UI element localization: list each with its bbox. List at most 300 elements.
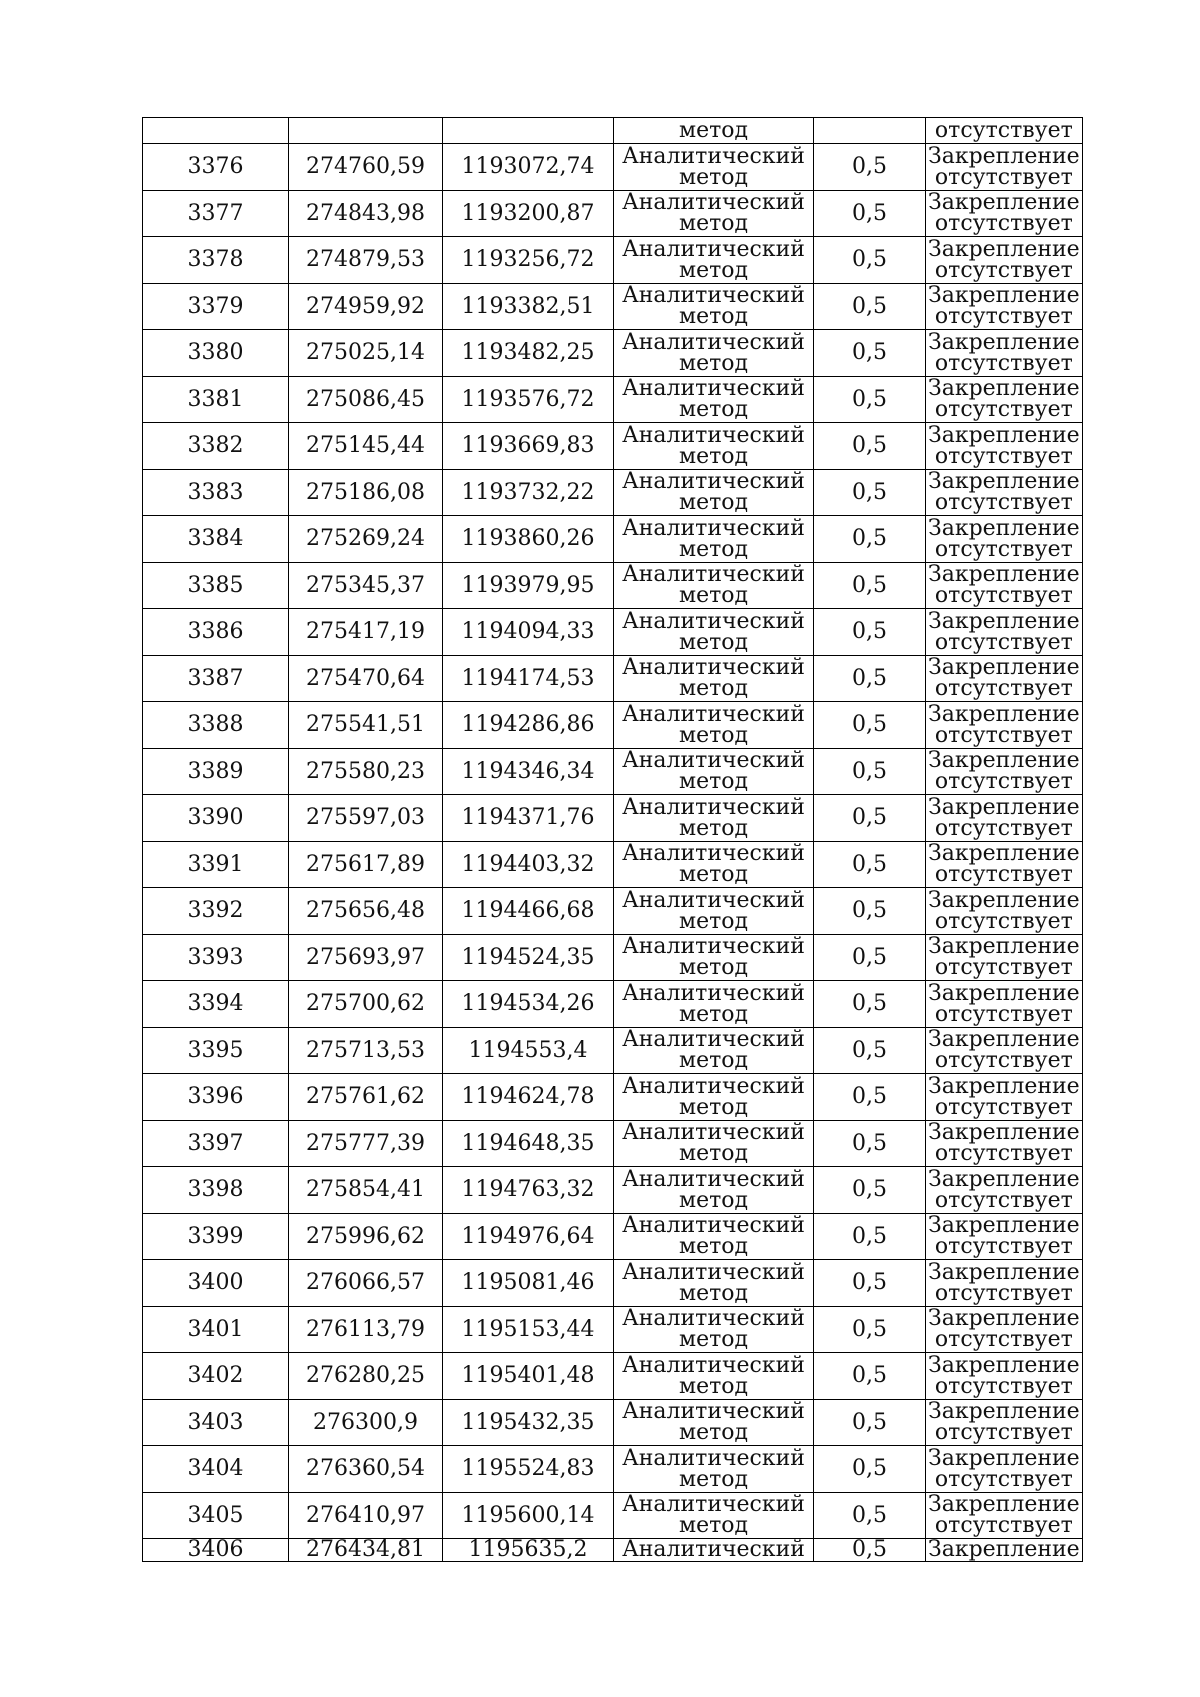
x-coordinate-cell: 275693,97 xyxy=(289,934,443,981)
y-coordinate-cell: 1193382,51 xyxy=(443,283,614,330)
fixing-cell xyxy=(926,1399,1083,1446)
method-cell: метод xyxy=(614,118,814,144)
fixing-cell-line: Закрепление xyxy=(928,1259,1080,1285)
method-cell-line: метод xyxy=(678,583,749,609)
y-coordinate-cell: 1193669,83 xyxy=(443,423,614,470)
method-cell-line: Аналитический xyxy=(622,562,805,588)
point-number-cell: 3382 xyxy=(143,423,289,470)
x-coordinate-cell: 274959,92 xyxy=(289,283,443,330)
fixing-cell-line: Закрепление xyxy=(928,748,1080,774)
fixing-cell xyxy=(926,190,1083,237)
point-number-cell: 3391 xyxy=(143,841,289,888)
method-cell-line: метод xyxy=(678,1094,749,1120)
fixing-cell xyxy=(926,934,1083,981)
x-coordinate-cell: 275345,37 xyxy=(289,562,443,609)
fixing-cell xyxy=(926,1213,1083,1260)
method-cell xyxy=(614,1074,814,1121)
accuracy-cell: 0,5 xyxy=(814,1353,926,1400)
method-cell-line: метод xyxy=(678,862,749,888)
fixing-cell xyxy=(926,376,1083,423)
x-coordinate-cell: 276300,9 xyxy=(289,1399,443,1446)
table-row xyxy=(143,1399,1083,1446)
x-coordinate-cell: 275777,39 xyxy=(289,1120,443,1167)
method-cell-line: Аналитический xyxy=(622,329,805,355)
method-cell-line: метод xyxy=(678,536,749,562)
point-number-cell: 3389 xyxy=(143,748,289,795)
method-cell-line: Аналитический xyxy=(622,1166,805,1192)
point-number-cell: 3403 xyxy=(143,1399,289,1446)
fixing-cell xyxy=(926,237,1083,284)
fixing-cell-line: Закрепление xyxy=(928,1166,1080,1192)
fixing-cell-line: Закрепление xyxy=(928,190,1080,216)
fixing-cell-line: отсутствует xyxy=(934,490,1073,516)
point-number-cell: 3387 xyxy=(143,655,289,702)
accuracy-cell: 0,5 xyxy=(814,1167,926,1214)
method-cell-line: Аналитический xyxy=(622,1120,805,1146)
fixing-cell-line: Закрепление xyxy=(928,701,1080,727)
table-row xyxy=(143,237,1083,284)
fixing-cell-line: отсутствует xyxy=(934,1373,1073,1399)
fixing-cell xyxy=(926,655,1083,702)
point-number-cell: 3383 xyxy=(143,469,289,516)
fixing-cell-line: Закрепление xyxy=(928,980,1080,1006)
method-cell-line: метод xyxy=(678,955,749,981)
x-coordinate-cell xyxy=(289,118,443,144)
fixing-cell-line: отсутствует xyxy=(934,164,1073,190)
method-cell xyxy=(614,144,814,191)
fixing-cell xyxy=(926,516,1083,563)
accuracy-cell: 0,5 xyxy=(814,1539,926,1562)
x-coordinate-cell: 274843,98 xyxy=(289,190,443,237)
x-coordinate-cell: 276410,97 xyxy=(289,1492,443,1539)
method-cell-line: Аналитический xyxy=(622,1492,805,1518)
method-cell xyxy=(614,283,814,330)
point-number-cell: 3393 xyxy=(143,934,289,981)
method-cell xyxy=(614,1399,814,1446)
point-number-cell: 3406 xyxy=(143,1539,289,1562)
method-cell xyxy=(614,748,814,795)
point-number-cell: 3399 xyxy=(143,1213,289,1260)
fixing-cell-line: Закрепление xyxy=(928,794,1080,820)
fixing-cell-line: Закрепление xyxy=(928,515,1080,541)
accuracy-cell: 0,5 xyxy=(814,423,926,470)
fixing-cell-line: отсутствует xyxy=(934,1094,1073,1120)
fixing-cell xyxy=(926,1027,1083,1074)
method-cell xyxy=(614,1167,814,1214)
y-coordinate-cell: 1194403,32 xyxy=(443,841,614,888)
accuracy-cell: 0,5 xyxy=(814,237,926,284)
fixing-cell-line: Закрепление xyxy=(928,376,1080,402)
method-cell-line: Аналитический xyxy=(622,748,805,774)
method-cell-line: Аналитический xyxy=(622,283,805,309)
fixing-cell-line: Закрепление xyxy=(928,1120,1080,1146)
method-cell-line: метод xyxy=(678,1466,749,1492)
x-coordinate-cell: 275086,45 xyxy=(289,376,443,423)
method-cell-line: Аналитический xyxy=(622,794,805,820)
fixing-cell xyxy=(926,144,1083,191)
accuracy-cell xyxy=(814,118,926,144)
point-number-cell: 3381 xyxy=(143,376,289,423)
table-row xyxy=(143,144,1083,191)
y-coordinate-cell xyxy=(443,118,614,144)
fixing-cell xyxy=(926,1120,1083,1167)
y-coordinate-cell: 1194371,76 xyxy=(443,795,614,842)
y-coordinate-cell: 1194976,64 xyxy=(443,1213,614,1260)
method-cell-line: метод xyxy=(678,257,749,283)
method-cell-line: метод xyxy=(678,1327,749,1353)
accuracy-cell: 0,5 xyxy=(814,144,926,191)
x-coordinate-cell: 275269,24 xyxy=(289,516,443,563)
fixing-cell-line: отсутствует xyxy=(934,908,1073,934)
method-cell xyxy=(614,330,814,377)
accuracy-cell: 0,5 xyxy=(814,1306,926,1353)
x-coordinate-cell: 276360,54 xyxy=(289,1446,443,1493)
method-cell xyxy=(614,376,814,423)
method-cell-line: метод xyxy=(678,443,749,469)
fixing-cell xyxy=(926,888,1083,935)
method-cell-line: Аналитический xyxy=(622,701,805,727)
fixing-cell-line: Закрепление xyxy=(928,841,1080,867)
table-row xyxy=(143,283,1083,330)
fixing-cell-line: отсутствует xyxy=(934,257,1073,283)
y-coordinate-cell: 1193732,22 xyxy=(443,469,614,516)
point-number-cell: 3395 xyxy=(143,1027,289,1074)
fixing-cell-line: отсутствует xyxy=(934,629,1073,655)
fixing-cell-line: отсутствует xyxy=(934,1420,1073,1446)
method-cell xyxy=(614,1260,814,1307)
fixing-cell xyxy=(926,1260,1083,1307)
point-number-cell: 3377 xyxy=(143,190,289,237)
table-row xyxy=(143,981,1083,1028)
fixing-cell xyxy=(926,795,1083,842)
x-coordinate-cell: 275186,08 xyxy=(289,469,443,516)
point-number-cell xyxy=(143,118,289,144)
x-coordinate-cell: 275145,44 xyxy=(289,423,443,470)
fixing-cell-line: Закрепление xyxy=(928,1027,1080,1053)
method-cell-line: Аналитический xyxy=(622,887,805,913)
y-coordinate-cell: 1194286,86 xyxy=(443,702,614,749)
method-cell xyxy=(614,1492,814,1539)
method-cell-line: Аналитический xyxy=(622,1073,805,1099)
method-cell-line: метод xyxy=(678,164,749,190)
method-cell xyxy=(614,1353,814,1400)
x-coordinate-cell: 275580,23 xyxy=(289,748,443,795)
method-cell xyxy=(614,981,814,1028)
y-coordinate-cell: 1193200,87 xyxy=(443,190,614,237)
y-coordinate-cell: 1195432,35 xyxy=(443,1399,614,1446)
method-cell-line: Аналитический xyxy=(622,190,805,216)
accuracy-cell: 0,5 xyxy=(814,934,926,981)
table-row xyxy=(143,1306,1083,1353)
point-number-cell: 3384 xyxy=(143,516,289,563)
fixing-cell xyxy=(926,1492,1083,1539)
table-row xyxy=(143,655,1083,702)
y-coordinate-cell: 1193860,26 xyxy=(443,516,614,563)
table-row-last xyxy=(143,1539,1083,1562)
fixing-cell-line: Закрепление xyxy=(928,1492,1080,1518)
y-coordinate-cell: 1194763,32 xyxy=(443,1167,614,1214)
point-number-cell: 3400 xyxy=(143,1260,289,1307)
table-row xyxy=(143,702,1083,749)
fixing-cell-line: Закрепление xyxy=(928,1352,1080,1378)
y-coordinate-cell: 1194553,4 xyxy=(443,1027,614,1074)
method-cell xyxy=(614,1306,814,1353)
method-cell xyxy=(614,1213,814,1260)
table-row xyxy=(143,1260,1083,1307)
fixing-cell-line: Закрепление xyxy=(928,887,1080,913)
point-number-cell: 3394 xyxy=(143,981,289,1028)
accuracy-cell: 0,5 xyxy=(814,748,926,795)
x-coordinate-cell: 275854,41 xyxy=(289,1167,443,1214)
method-cell xyxy=(614,423,814,470)
fixing-cell: Закрепление xyxy=(926,1539,1083,1562)
point-number-cell: 3390 xyxy=(143,795,289,842)
method-cell-line: Аналитический xyxy=(622,1259,805,1285)
fixing-cell-line: Закрепление xyxy=(928,655,1080,681)
x-coordinate-cell: 275541,51 xyxy=(289,702,443,749)
accuracy-cell: 0,5 xyxy=(814,376,926,423)
accuracy-cell: 0,5 xyxy=(814,609,926,656)
fixing-cell xyxy=(926,609,1083,656)
fixing-cell-line: Закрепление xyxy=(928,1073,1080,1099)
table-row xyxy=(143,934,1083,981)
method-cell-line: метод xyxy=(678,1420,749,1446)
y-coordinate-cell: 1195524,83 xyxy=(443,1446,614,1493)
y-coordinate-cell: 1194346,34 xyxy=(443,748,614,795)
fixing-cell xyxy=(926,841,1083,888)
x-coordinate-cell: 275417,19 xyxy=(289,609,443,656)
method-cell xyxy=(614,1446,814,1493)
point-number-cell: 3376 xyxy=(143,144,289,191)
fixing-cell xyxy=(926,562,1083,609)
point-number-cell: 3386 xyxy=(143,609,289,656)
table-row xyxy=(143,190,1083,237)
accuracy-cell: 0,5 xyxy=(814,841,926,888)
method-cell-line: метод xyxy=(678,1234,749,1260)
fixing-cell-line: отсутствует xyxy=(934,815,1073,841)
method-cell-line: метод xyxy=(678,304,749,330)
fixing-cell-line: Закрепление xyxy=(928,1445,1080,1471)
accuracy-cell: 0,5 xyxy=(814,1120,926,1167)
y-coordinate-cell: 1195081,46 xyxy=(443,1260,614,1307)
point-number-cell: 3405 xyxy=(143,1492,289,1539)
fixing-cell xyxy=(926,1074,1083,1121)
table-row xyxy=(143,423,1083,470)
y-coordinate-cell: 1195153,44 xyxy=(443,1306,614,1353)
table-row xyxy=(143,1213,1083,1260)
table-row xyxy=(143,516,1083,563)
method-cell-line: Аналитический xyxy=(622,1352,805,1378)
x-coordinate-cell: 275713,53 xyxy=(289,1027,443,1074)
y-coordinate-cell: 1195635,2 xyxy=(443,1539,614,1562)
table-body xyxy=(143,118,1083,1562)
method-cell-line: метод xyxy=(678,1280,749,1306)
x-coordinate-cell: 275761,62 xyxy=(289,1074,443,1121)
x-coordinate-cell: 275996,62 xyxy=(289,1213,443,1260)
point-number-cell: 3378 xyxy=(143,237,289,284)
method-cell xyxy=(614,841,814,888)
fixing-cell-line: Закрепление xyxy=(928,1213,1080,1239)
table-row xyxy=(143,330,1083,377)
fixing-cell-line: отсутствует xyxy=(934,350,1073,376)
accuracy-cell: 0,5 xyxy=(814,795,926,842)
y-coordinate-cell: 1194466,68 xyxy=(443,888,614,935)
y-coordinate-cell: 1194094,33 xyxy=(443,609,614,656)
coordinates-table xyxy=(142,117,1083,1562)
method-cell-line: Аналитический xyxy=(622,655,805,681)
method-cell-line: метод xyxy=(678,1048,749,1074)
method-cell-line: Аналитический xyxy=(622,1213,805,1239)
fixing-cell xyxy=(926,330,1083,377)
method-cell-line: Аналитический xyxy=(622,422,805,448)
fixing-cell-line: Закрепление xyxy=(928,329,1080,355)
method-cell-line: метод xyxy=(678,769,749,795)
method-cell-line: метод xyxy=(678,908,749,934)
fixing-cell-line: отсутствует xyxy=(934,1513,1073,1539)
method-cell-line: Аналитический xyxy=(622,515,805,541)
table-row xyxy=(143,1353,1083,1400)
table-row xyxy=(143,795,1083,842)
fixing-cell-line: отсутствует xyxy=(934,1466,1073,1492)
x-coordinate-cell: 275617,89 xyxy=(289,841,443,888)
fixing-cell-line: Закрепление xyxy=(928,422,1080,448)
method-cell-line: Аналитический xyxy=(622,236,805,262)
accuracy-cell: 0,5 xyxy=(814,469,926,516)
method-cell-line: Аналитический xyxy=(622,469,805,495)
y-coordinate-cell: 1193482,25 xyxy=(443,330,614,377)
method-cell xyxy=(614,516,814,563)
point-number-cell: 3404 xyxy=(143,1446,289,1493)
y-coordinate-cell: 1195401,48 xyxy=(443,1353,614,1400)
point-number-cell: 3392 xyxy=(143,888,289,935)
method-cell xyxy=(614,609,814,656)
y-coordinate-cell: 1194174,53 xyxy=(443,655,614,702)
method-cell-line: метод xyxy=(678,1001,749,1027)
method-cell xyxy=(614,1120,814,1167)
fixing-cell-line: отсутствует xyxy=(934,1141,1073,1167)
accuracy-cell: 0,5 xyxy=(814,516,926,563)
accuracy-cell: 0,5 xyxy=(814,1074,926,1121)
method-cell-line: Аналитический xyxy=(622,1445,805,1471)
method-cell xyxy=(614,1027,814,1074)
method-cell-line: Аналитический xyxy=(622,376,805,402)
point-number-cell: 3388 xyxy=(143,702,289,749)
table-row xyxy=(143,1120,1083,1167)
method-cell-line: метод xyxy=(678,211,749,237)
fixing-cell-line: отсутствует xyxy=(934,955,1073,981)
point-number-cell: 3380 xyxy=(143,330,289,377)
fixing-cell-line: отсутствует xyxy=(934,1001,1073,1027)
point-number-cell: 3397 xyxy=(143,1120,289,1167)
table-row xyxy=(143,1446,1083,1493)
method-cell-line: метод xyxy=(678,676,749,702)
y-coordinate-cell: 1194534,26 xyxy=(443,981,614,1028)
table-row-continued xyxy=(143,118,1083,144)
fixing-cell xyxy=(926,1446,1083,1493)
accuracy-cell: 0,5 xyxy=(814,1027,926,1074)
fixing-cell xyxy=(926,1353,1083,1400)
method-cell-line: метод xyxy=(678,397,749,423)
method-cell xyxy=(614,888,814,935)
fixing-cell-line: отсутствует xyxy=(934,862,1073,888)
accuracy-cell: 0,5 xyxy=(814,1399,926,1446)
fixing-cell xyxy=(926,1167,1083,1214)
y-coordinate-cell: 1194624,78 xyxy=(443,1074,614,1121)
accuracy-cell: 0,5 xyxy=(814,655,926,702)
x-coordinate-cell: 275025,14 xyxy=(289,330,443,377)
fixing-cell xyxy=(926,748,1083,795)
method-cell: Аналитический xyxy=(614,1539,814,1562)
y-coordinate-cell: 1193979,95 xyxy=(443,562,614,609)
accuracy-cell: 0,5 xyxy=(814,702,926,749)
fixing-cell-line: отсутствует xyxy=(934,1234,1073,1260)
x-coordinate-cell: 276113,79 xyxy=(289,1306,443,1353)
point-number-cell: 3402 xyxy=(143,1353,289,1400)
method-cell-line: метод xyxy=(678,350,749,376)
accuracy-cell: 0,5 xyxy=(814,1213,926,1260)
x-coordinate-cell: 276434,81 xyxy=(289,1539,443,1562)
fixing-cell-line: отсутствует xyxy=(934,1280,1073,1306)
fixing-cell-line: отсутствует xyxy=(934,211,1073,237)
table-row xyxy=(143,1027,1083,1074)
fixing-cell: отсутствует xyxy=(926,118,1083,144)
table-row xyxy=(143,562,1083,609)
fixing-cell xyxy=(926,702,1083,749)
fixing-cell-line: отсутствует xyxy=(934,397,1073,423)
x-coordinate-cell: 276066,57 xyxy=(289,1260,443,1307)
x-coordinate-cell: 274879,53 xyxy=(289,237,443,284)
table-row xyxy=(143,841,1083,888)
table-row xyxy=(143,888,1083,935)
accuracy-cell: 0,5 xyxy=(814,283,926,330)
accuracy-cell: 0,5 xyxy=(814,1492,926,1539)
method-cell-line: метод xyxy=(678,815,749,841)
fixing-cell-line: Закрепление xyxy=(928,143,1080,169)
table-row xyxy=(143,1074,1083,1121)
y-coordinate-cell: 1193576,72 xyxy=(443,376,614,423)
method-cell-line: Аналитический xyxy=(622,608,805,634)
fixing-cell-line: отсутствует xyxy=(934,676,1073,702)
point-number-cell: 3398 xyxy=(143,1167,289,1214)
method-cell-line: Аналитический xyxy=(622,980,805,1006)
fixing-cell-line: отсутствует xyxy=(934,536,1073,562)
y-coordinate-cell: 1194648,35 xyxy=(443,1120,614,1167)
fixing-cell-line: отсутствует xyxy=(934,1048,1073,1074)
y-coordinate-cell: 1194524,35 xyxy=(443,934,614,981)
fixing-cell xyxy=(926,423,1083,470)
method-cell-line: Аналитический xyxy=(622,1399,805,1425)
accuracy-cell: 0,5 xyxy=(814,981,926,1028)
accuracy-cell: 0,5 xyxy=(814,562,926,609)
fixing-cell-line: Закрепление xyxy=(928,469,1080,495)
fixing-cell-line: Закрепление xyxy=(928,1306,1080,1332)
method-cell-line: Аналитический xyxy=(622,1306,805,1332)
fixing-cell xyxy=(926,1306,1083,1353)
accuracy-cell: 0,5 xyxy=(814,1446,926,1493)
fixing-cell-line: отсутствует xyxy=(934,1327,1073,1353)
fixing-cell-line: отсутствует xyxy=(934,1187,1073,1213)
accuracy-cell: 0,5 xyxy=(814,1260,926,1307)
method-cell xyxy=(614,655,814,702)
x-coordinate-cell: 275597,03 xyxy=(289,795,443,842)
x-coordinate-cell: 275656,48 xyxy=(289,888,443,935)
fixing-cell-line: отсутствует xyxy=(934,583,1073,609)
method-cell-line: метод xyxy=(678,1373,749,1399)
table-row xyxy=(143,748,1083,795)
table-row xyxy=(143,469,1083,516)
table-row xyxy=(143,609,1083,656)
point-number-cell: 3385 xyxy=(143,562,289,609)
